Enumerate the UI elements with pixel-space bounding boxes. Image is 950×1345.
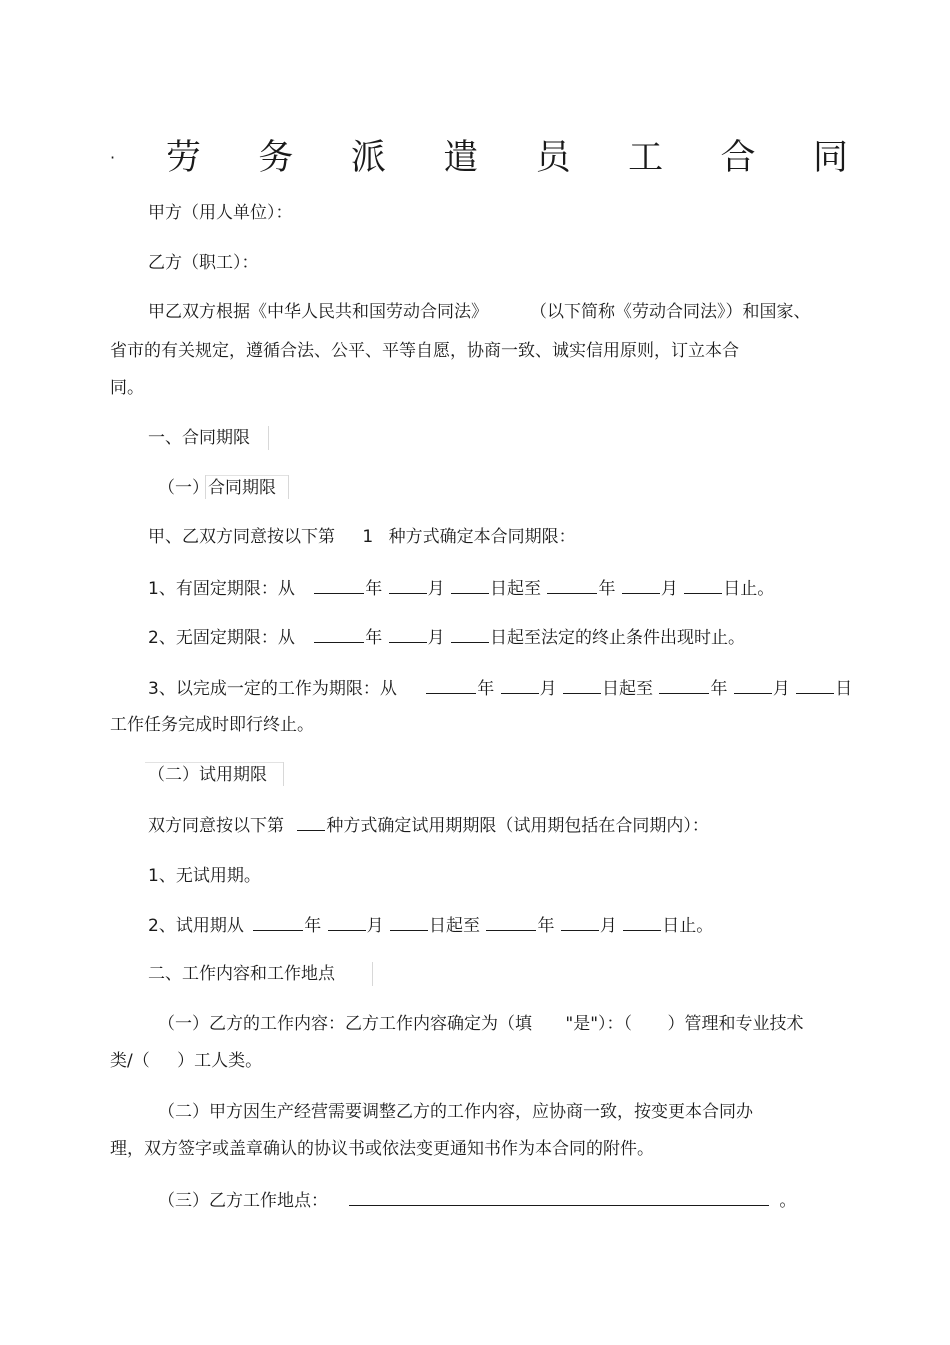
intro-line-3: 同。 <box>110 378 144 398</box>
unit-day-from: 日起至 <box>429 916 481 936</box>
unit-day-end: 日止。 <box>723 579 775 599</box>
party-a-line: 甲方（用人单位）： <box>148 203 293 223</box>
title-char: 遣 <box>443 138 479 178</box>
blank-trial-method-field[interactable] <box>297 814 325 831</box>
option-2-line <box>148 626 745 649</box>
blank-month-field[interactable] <box>622 577 660 594</box>
blank-day-field[interactable] <box>451 626 489 643</box>
closing-period: 。 <box>779 1191 797 1211</box>
term-agreement-line <box>148 526 576 548</box>
title-dot: · <box>110 148 116 167</box>
trial-option-2-line <box>148 914 713 937</box>
term-agreement-a: 甲、乙双方同意按以下第 <box>148 527 335 547</box>
trial-agreement-line <box>148 814 709 837</box>
title-char: 工 <box>628 138 664 178</box>
term-method-number: 1 <box>362 527 374 547</box>
blank-day-field[interactable] <box>684 577 722 594</box>
unit-day-from: 日起至 <box>490 579 542 599</box>
section-1-heading: 一、合同期限 <box>148 428 250 448</box>
blank-day-field[interactable] <box>563 677 601 694</box>
section-2-sub3-line <box>158 1189 796 1212</box>
blank-month-field[interactable] <box>734 677 772 694</box>
section-2-sub1-e: ）工人类。 <box>177 1051 263 1071</box>
faint-divider <box>288 475 289 499</box>
intro-line-1b: （以下简称《劳动合同法》）和国家、 <box>530 302 811 322</box>
intro-line-2: 省市的有关规定，遵循合法、公平、平等自愿，协商一致、诚实信用原则，订立本合 <box>110 341 739 361</box>
blank-day-field[interactable] <box>623 914 661 931</box>
intro-line-1a: 甲乙双方根据《中华人民共和国劳动合同法》 <box>148 302 488 322</box>
unit-year: 年 <box>304 916 322 936</box>
blank-day-field[interactable] <box>390 914 428 931</box>
faint-divider <box>205 475 288 476</box>
faint-divider <box>145 762 283 763</box>
faint-divider <box>205 475 206 499</box>
section-2-sub1-b: "是"）：（ <box>565 1014 633 1034</box>
section-2-sub2-line: （二）甲方因生产经营需要调整乙方的工作内容，应协商一致，按变更本合同办 <box>158 1102 753 1122</box>
section-2-sub1-cont <box>110 1050 262 1072</box>
blank-year-field[interactable] <box>314 626 364 643</box>
blank-month-field[interactable] <box>501 677 539 694</box>
blank-month-field[interactable] <box>389 626 427 643</box>
party-b-line: 乙方（职工）： <box>148 253 259 273</box>
title-char: 劳 <box>166 138 202 178</box>
trial-option-1: 1、无试用期。 <box>148 866 261 886</box>
unit-month: 月 <box>660 579 678 599</box>
unit-month: 月 <box>772 679 790 699</box>
trial-option-2-label: 2、试用期从 <box>148 916 244 936</box>
blank-day-field[interactable] <box>451 577 489 594</box>
blank-day-field[interactable] <box>796 677 834 694</box>
section-2-sub2-cont: 理，双方签字或盖章确认的协议书或依法变更通知书作为本合同的附件。 <box>110 1139 654 1159</box>
faint-divider <box>283 762 284 786</box>
option-3-line <box>148 677 852 700</box>
blank-year-field[interactable] <box>426 677 476 694</box>
unit-day-from: 日起至 <box>602 679 654 699</box>
faint-divider <box>372 962 373 986</box>
trial-agreement-a: 双方同意按以下第 <box>148 816 284 836</box>
blank-month-field[interactable] <box>561 914 599 931</box>
title-char: 同 <box>812 138 848 178</box>
option-3-continuation: 工作任务完成时即行终止。 <box>110 715 314 735</box>
section-2-heading: 二、工作内容和工作地点 <box>148 964 335 984</box>
unit-day-end: 日止。 <box>662 916 714 936</box>
section-2-sub1-d: 类/（ <box>110 1051 150 1071</box>
section-1-sub1-num: （一） <box>158 478 209 498</box>
section-2-sub1-a: （一）乙方的工作内容：乙方工作内容确定为（填 <box>158 1014 532 1034</box>
blank-year-field[interactable] <box>547 577 597 594</box>
unit-year: 年 <box>710 679 728 699</box>
title-char: 务 <box>258 138 294 178</box>
unit-month: 月 <box>599 916 617 936</box>
title-char: 员 <box>535 138 571 178</box>
blank-year-field[interactable] <box>314 577 364 594</box>
section-2-sub1-line <box>158 1013 803 1035</box>
faint-divider <box>268 426 269 450</box>
unit-day: 日 <box>835 679 853 699</box>
unit-month: 月 <box>539 679 557 699</box>
unit-year: 年 <box>365 579 383 599</box>
option-2-tail: 日起至法定的终止条件出现时止。 <box>490 628 746 648</box>
unit-month: 月 <box>427 579 445 599</box>
blank-work-location-field[interactable] <box>349 1189 769 1206</box>
unit-year: 年 <box>365 628 383 648</box>
blank-year-field[interactable] <box>659 677 709 694</box>
unit-year: 年 <box>598 579 616 599</box>
document-title <box>166 136 848 180</box>
section-1-sub2-heading: （二）试用期限 <box>148 765 267 785</box>
option-3-label: 3、以完成一定的工作为期限：从 <box>148 679 397 699</box>
blank-year-field[interactable] <box>486 914 536 931</box>
unit-month: 月 <box>427 628 445 648</box>
unit-year: 年 <box>477 679 495 699</box>
unit-month: 月 <box>366 916 384 936</box>
blank-month-field[interactable] <box>389 577 427 594</box>
option-2-label: 2、无固定期限：从 <box>148 628 295 648</box>
section-2-sub3-label: （三）乙方工作地点： <box>158 1191 328 1211</box>
title-char: 派 <box>350 138 386 178</box>
unit-year: 年 <box>537 916 555 936</box>
section-2-sub1-c: ）管理和专业技术 <box>667 1014 804 1034</box>
option-1-label: 1、有固定期限：从 <box>148 579 295 599</box>
blank-year-field[interactable] <box>253 914 303 931</box>
blank-month-field[interactable] <box>328 914 366 931</box>
term-agreement-b: 种方式确定本合同期限： <box>388 527 576 547</box>
option-1-line <box>148 577 774 600</box>
section-1-sub1-text: 合同期限 <box>208 478 276 498</box>
trial-agreement-b: 种方式确定试用期期限（试用期包括在合同期内）： <box>326 816 709 836</box>
title-char: 合 <box>720 138 756 178</box>
